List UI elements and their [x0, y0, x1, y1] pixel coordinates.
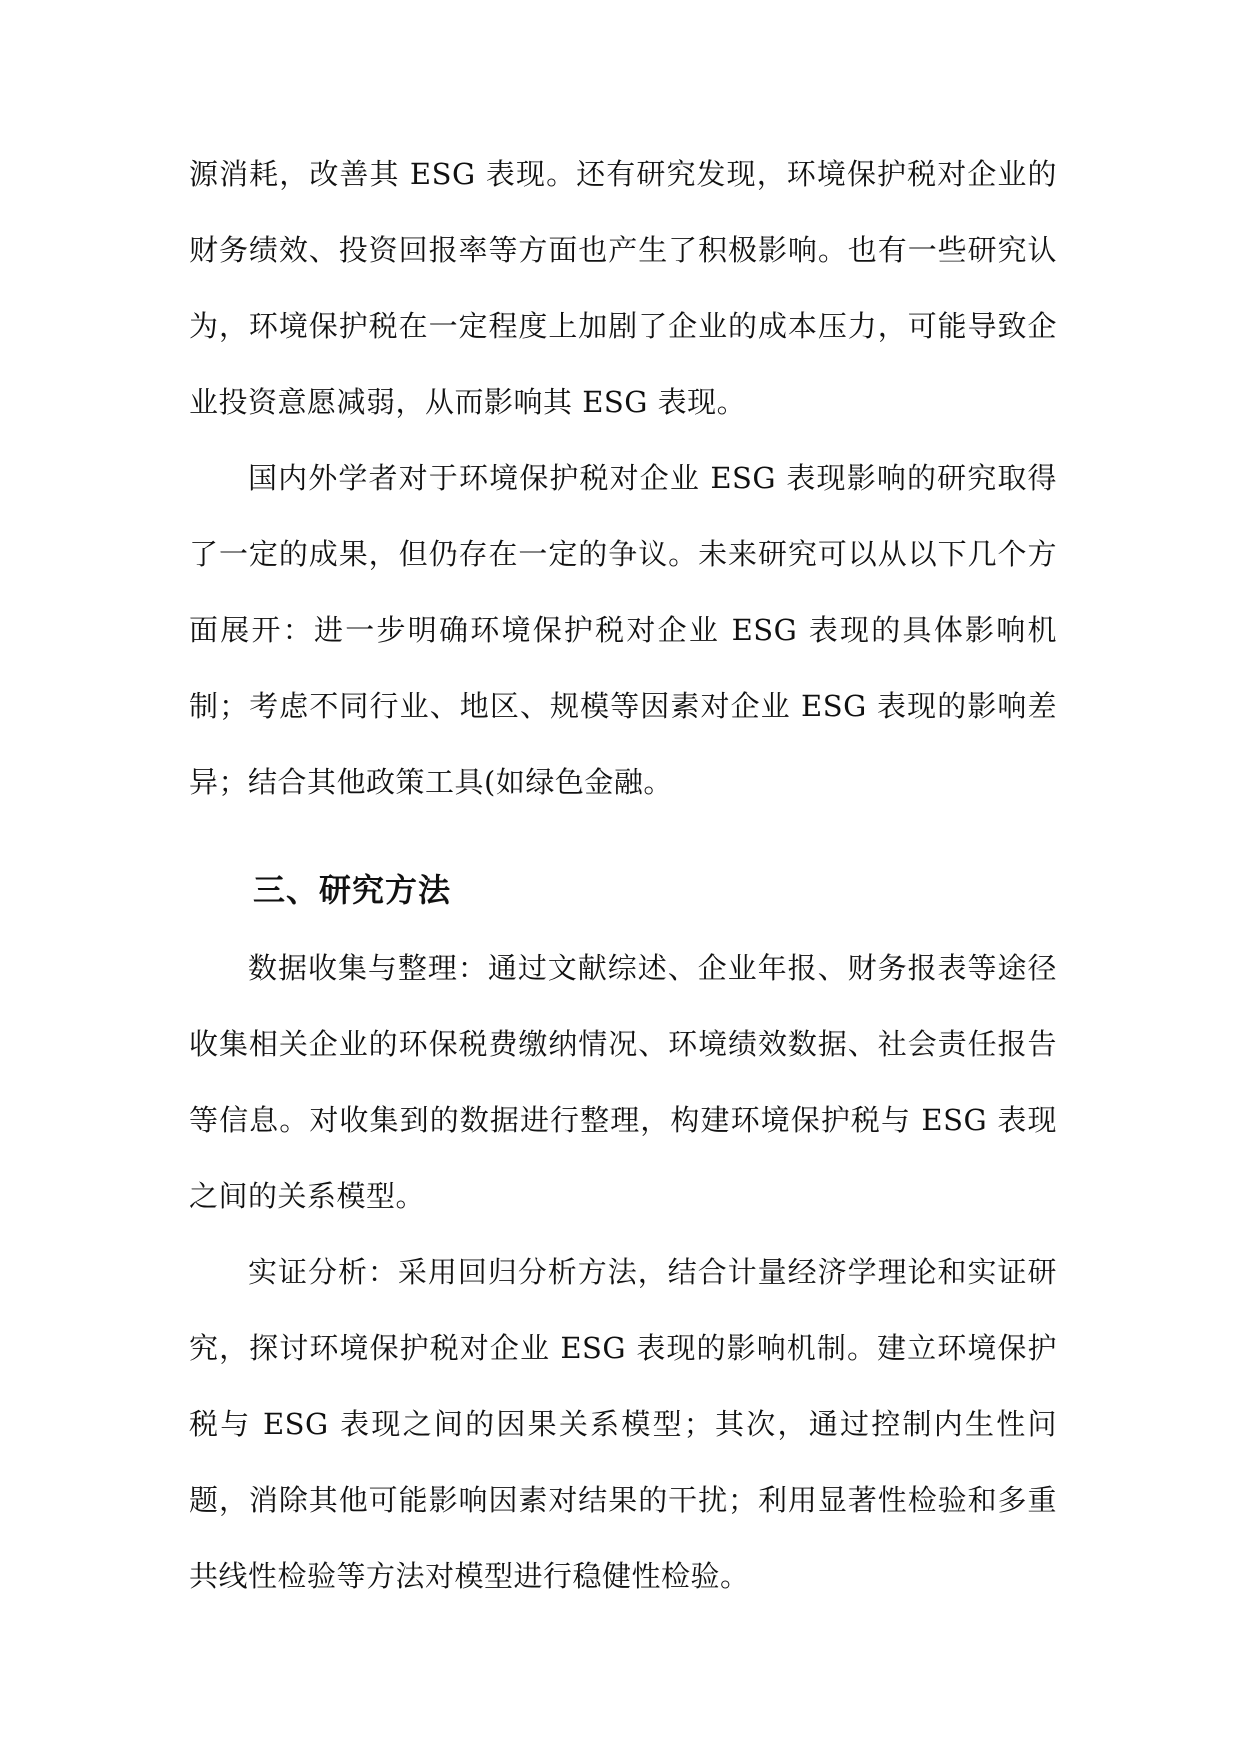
paragraph-continued: 源消耗，改善其 ESG 表现。还有研究发现，环境保护税对企业的财务绩效、投资回报率等方面也产生了积极影响。也有一些研究认为，环境保护税在一定程度上加剧了企业的成本压力，可能导致企业投资意愿减弱，从而影响其 ESG 表现。 [189, 157, 1057, 419]
paragraph-research-outlook: 国内外学者对于环境保护税对企业 ESG 表现影响的研究取得了一定的成果，但仍存在一定的争议。未来研究可以从以下几个方面展开：进一步明确环境保护税对企业 ESG 表现的具体影响机制；考虑不同行业、地区、规模等因素对企业 ESG 表现的影响差异；结合其他政策工具(如绿色金融。 [189, 461, 1057, 799]
section-heading-research-methods: 三、研究方法 [253, 871, 452, 909]
paragraph-data-collection: 数据收集与整理：通过文献综述、企业年报、财务报表等途径收集相关企业的环保税费缴纳情况、环境绩效数据、社会责任报告等信息。对收集到的数据进行整理，构建环境保护税与 ESG 表现之间的关系模型。 [189, 951, 1057, 1213]
document-body [189, 136, 1057, 1614]
paragraph-empirical-analysis: 实证分析：采用回归分析方法，结合计量经济学理论和实证研究，探讨环境保护税对企业 ESG 表现的影响机制。建立环境保护税与 ESG 表现之间的因果关系模型；其次，通过控制内生性问题，消除其他可能影响因素对结果的干扰；利用显著性检验和多重共线性检验等方法对模型进行稳健性检验。 [189, 1255, 1057, 1593]
